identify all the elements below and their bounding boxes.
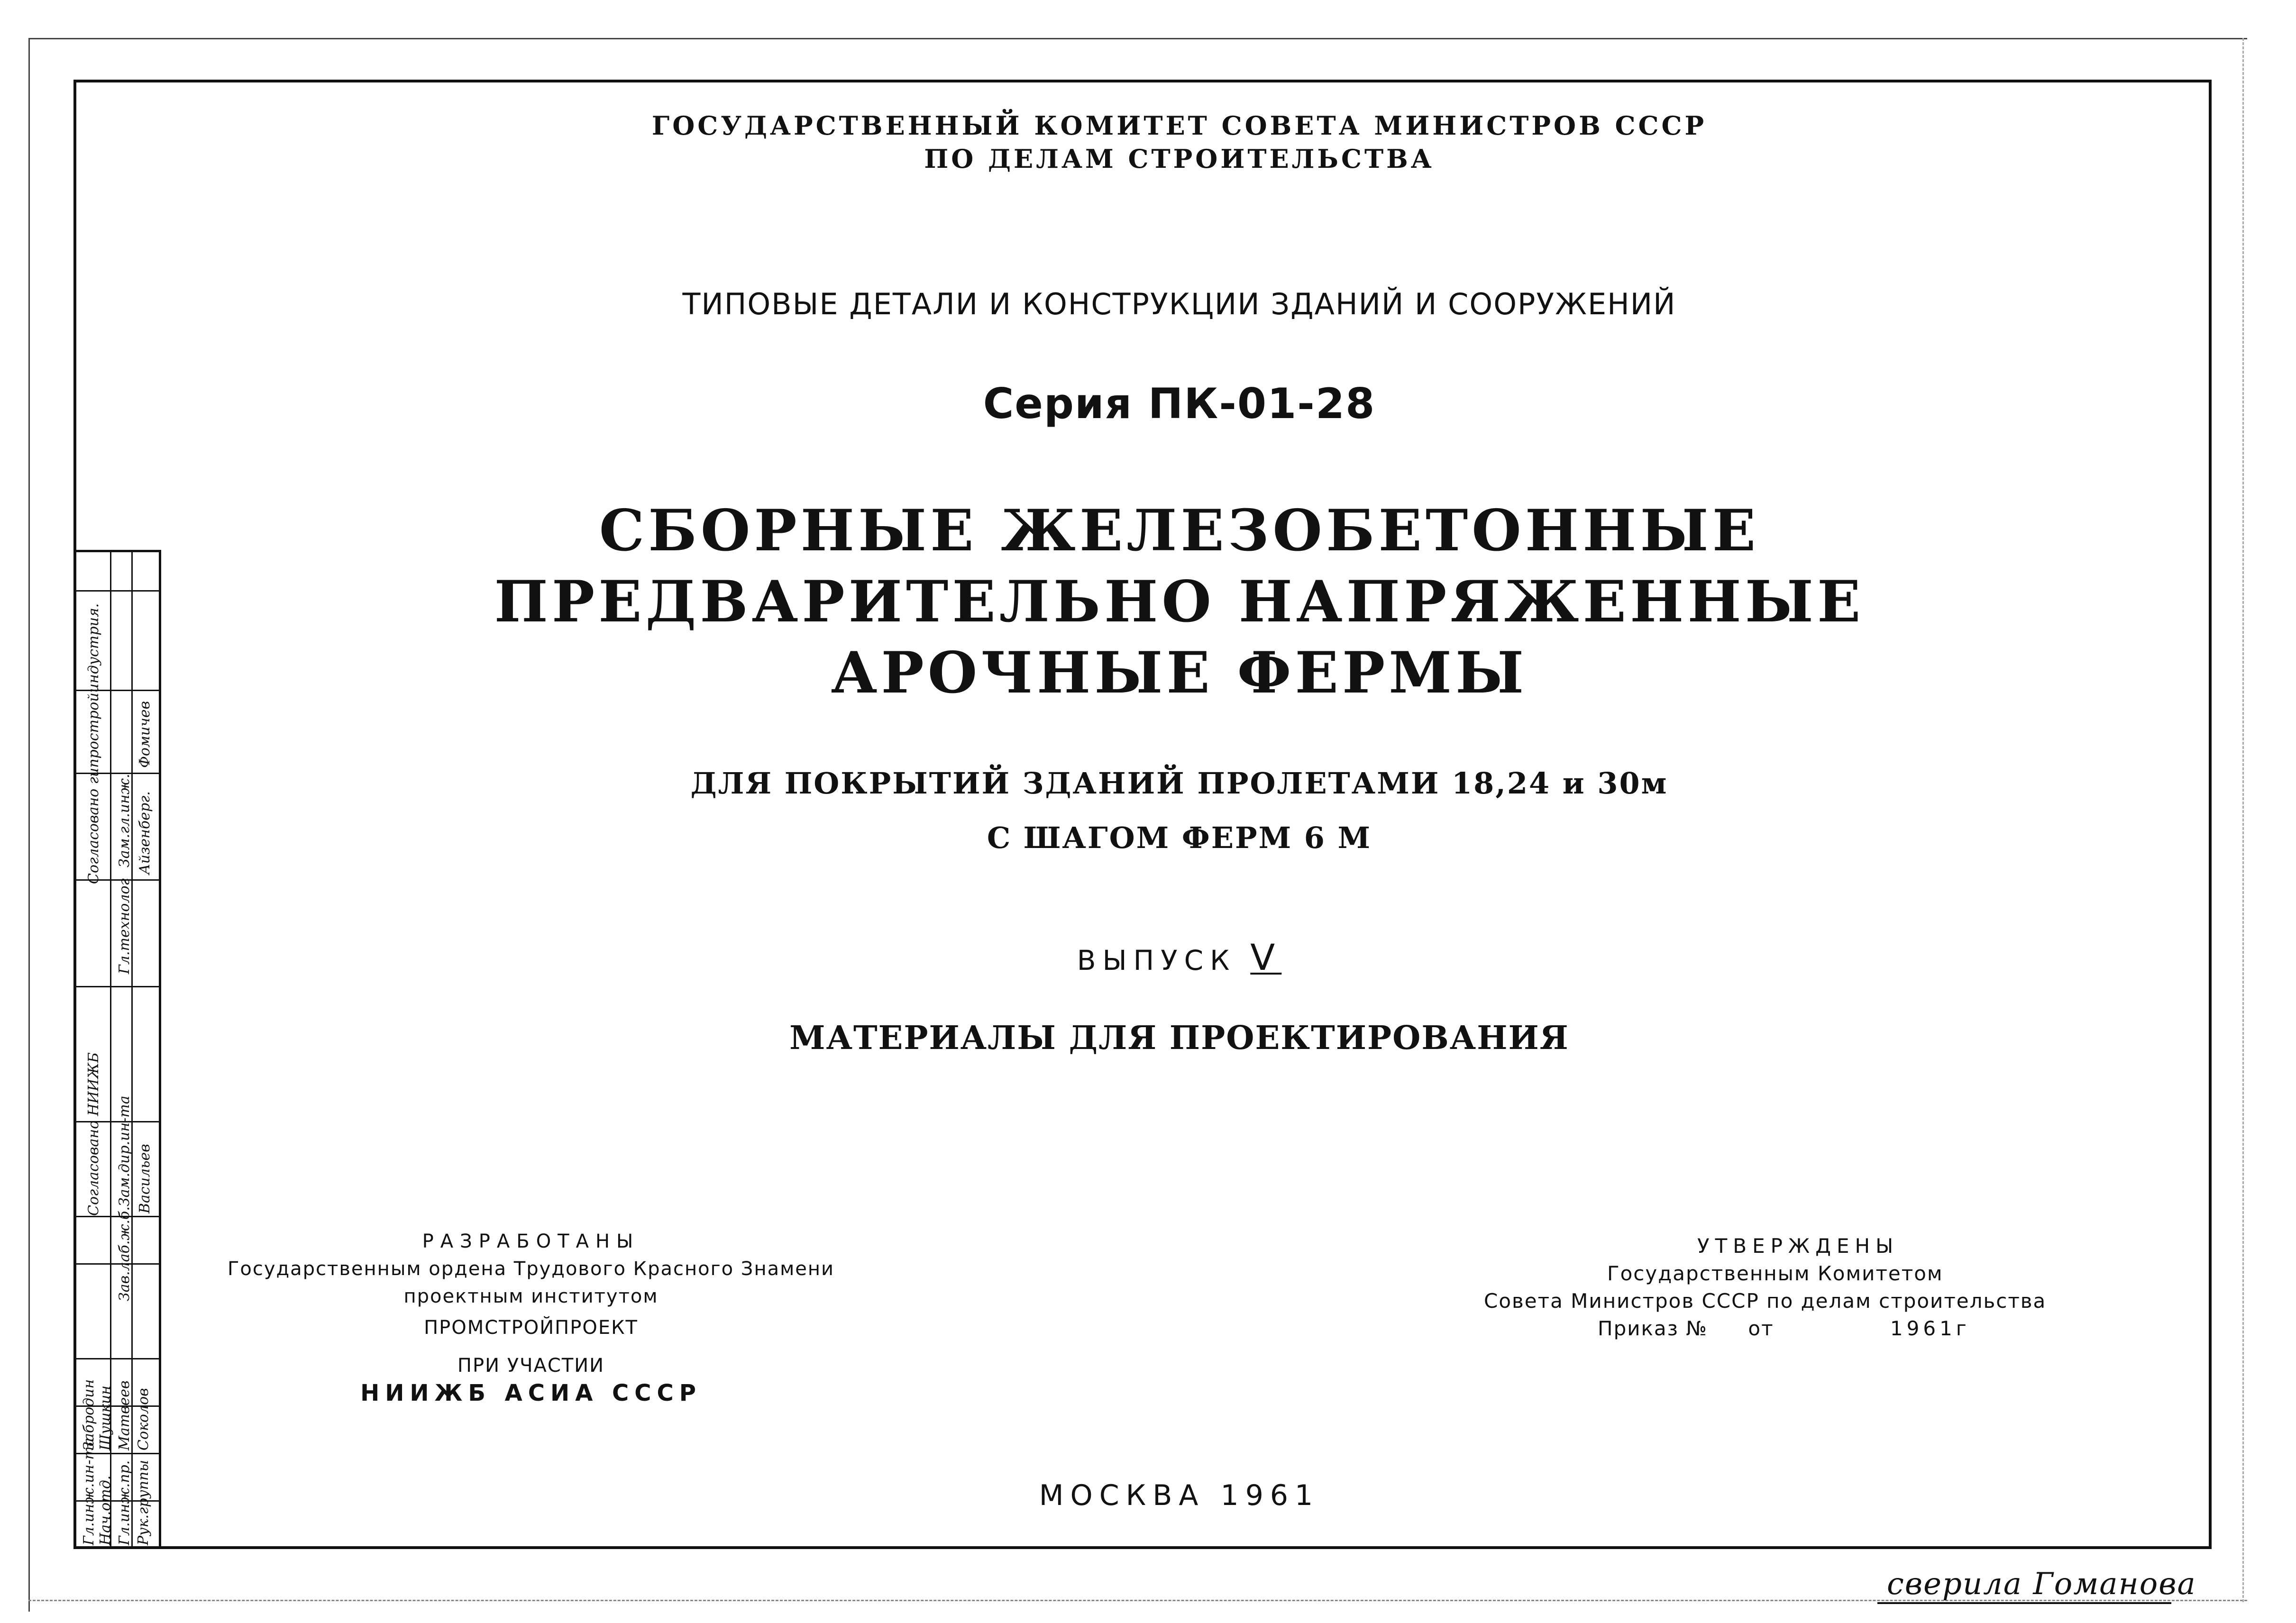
staff-role-3: Гл.инж.пр. [116, 1460, 133, 1545]
agreed2-name-2: Васильев [137, 1144, 153, 1213]
purpose-line-2: С ШАГОМ ФЕРМ 6 М [987, 821, 1372, 855]
materials-title: МАТЕРИАЛЫ ДЛЯ ПРОЕКТИРОВАНИЯ [789, 1019, 1569, 1057]
main-title [147, 495, 2212, 709]
staff-role-1: Гл.инж.ин-та [81, 1438, 97, 1545]
purpose-line-1: ДЛЯ ПОКРЫТИЙ ЗДАНИЙ ПРОЛЕТАМИ 18,24 и 30м [690, 766, 1668, 801]
place-year: МОСКВА 1961 [1039, 1479, 1320, 1512]
series-title: Серия ПК-01-28 [983, 379, 1376, 428]
developed-header: РАЗРАБОТАНЫ [422, 1231, 640, 1252]
issue-label: ВЫПУСК [1077, 944, 1236, 976]
purpose-text [147, 756, 2212, 865]
developed-line-3: ПРОМСТРОЙПРОЕКТ [424, 1317, 638, 1339]
outer-border-top [28, 38, 2247, 39]
issue [147, 936, 2212, 978]
developed-line-1: Государственным ордена Трудового Красного Знамени [227, 1258, 835, 1280]
organization-line-1: ГОСУДАРСТВЕННЫЙ КОМИТЕТ СОВЕТА МИНИСТРОВ СССР [651, 110, 1707, 141]
from-label: от [1748, 1317, 1774, 1340]
staff-name-1: Забродин [81, 1379, 97, 1450]
agreed1-role-2: Гл.технолог [116, 878, 133, 974]
approved-order [1484, 1315, 2167, 1342]
main-title-line-3: АРОЧНЫЕ ФЕРМЫ [831, 639, 1528, 706]
agreed2-role-2: Зав.лаб.ж.б. [116, 1206, 133, 1301]
developed-line-2: проектным институтом [403, 1286, 659, 1307]
agreed1-name-2: Айзенберг. [137, 791, 153, 875]
subtitle: ТИПОВЫЕ ДЕТАЛИ И КОНСТРУКЦИИ ЗДАНИЙ И СООРУЖЕНИЙ [682, 287, 1676, 321]
approved-block [1484, 1232, 2167, 1342]
staff-name-2: Шушкин [97, 1385, 114, 1450]
agreed1-name-1: Фомичев [137, 701, 153, 768]
approved-header: УТВЕРЖДЕНЫ [1697, 1234, 1899, 1258]
staff-role-2: Нач.отд. [97, 1475, 114, 1545]
staff-role-4: Рук.группы [135, 1460, 152, 1545]
main-title-line-1: СБОРНЫЕ ЖЕЛЕЗОБЕТОННЫЕ [599, 497, 1760, 564]
outer-border-right [2242, 38, 2244, 1602]
agreed1-title: Согласовано гипростройиндустрия. [85, 603, 102, 884]
staff-name-4: Соколов [135, 1388, 152, 1450]
developed-block [218, 1228, 844, 1407]
main-title-line-2: ПРЕДВАРИТЕЛЬНО НАПРЯЖЕННЫЕ [494, 568, 1865, 635]
agreed2-role-1: Зам.дир.ин-та [116, 1095, 133, 1206]
agreed1-role-1: Зам.гл.инж. [116, 774, 133, 867]
developed-partner: НИИЖБ АСИА СССР [360, 1380, 702, 1406]
order-label: Приказ № [1598, 1317, 1708, 1340]
approved-line-1: Государственным Комитетом [1607, 1262, 1943, 1285]
approved-line-2: Совета Министров СССР по делам строительства [1484, 1289, 2047, 1313]
signature-underline [1877, 1602, 2171, 1604]
organization-header [147, 109, 2212, 175]
organization-line-2: ПО ДЕЛАМ СТРОИТЕЛЬСТВА [924, 144, 1435, 174]
developed-with: ПРИ УЧАСТИИ [457, 1355, 605, 1377]
approved-year: 1961г [1890, 1317, 1970, 1340]
agreed2-title: Согласовано НИИЖБ [85, 1052, 102, 1216]
checker-signature: сверила Гоманова [1887, 1567, 2196, 1602]
outer-border-left [28, 38, 30, 1612]
staff-name-3: Матвеев [116, 1380, 133, 1450]
issue-number: V [1250, 936, 1282, 978]
approval-strip [73, 550, 161, 1549]
